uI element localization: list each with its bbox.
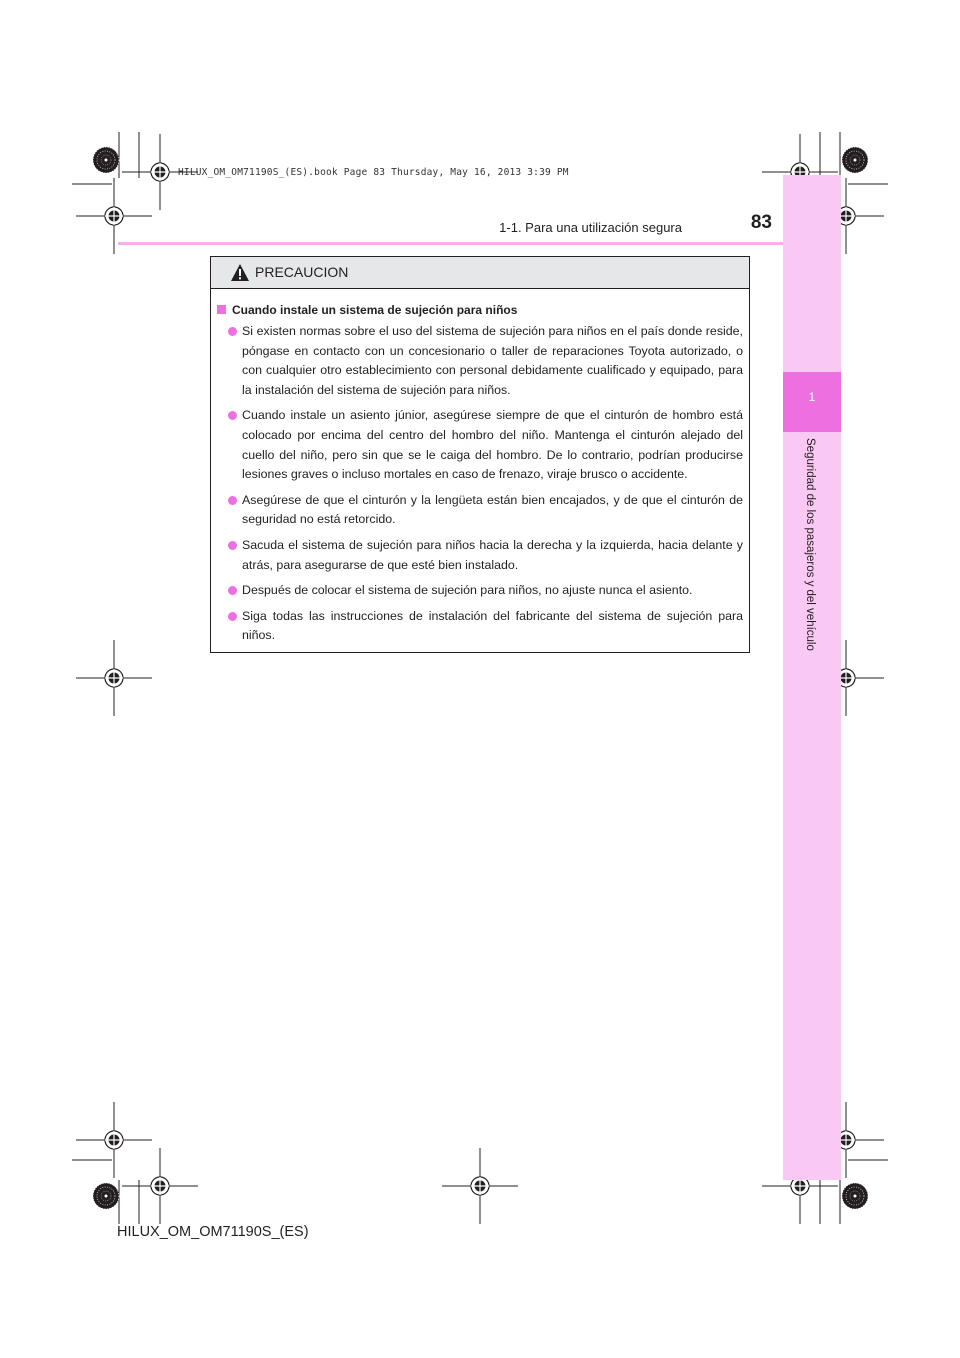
page-number: 83 xyxy=(750,212,772,233)
print-slug: HILUX_OM_OM71190S_(ES).book Page 83 Thursday, May 16, 2013 3:39 PM xyxy=(178,167,569,178)
list-item xyxy=(217,607,743,646)
round-bullet-icon xyxy=(228,541,237,550)
round-bullet-icon xyxy=(228,496,237,505)
caution-list xyxy=(217,322,743,646)
list-item xyxy=(217,491,743,530)
round-bullet-icon xyxy=(228,327,237,336)
caution-subheading xyxy=(217,301,743,319)
round-bullet-icon xyxy=(228,411,237,420)
header-rule xyxy=(118,242,783,245)
warning-icon xyxy=(230,263,250,282)
section-title: 1-1. Para una utilización segura xyxy=(499,220,682,235)
round-bullet-icon xyxy=(228,612,237,621)
list-item-text: Después de colocar el sistema de sujeción para niños, no ajuste nunca el asiento. xyxy=(242,583,693,598)
list-item xyxy=(217,581,743,601)
caution-body xyxy=(211,289,749,646)
round-bullet-icon xyxy=(228,586,237,595)
caution-box xyxy=(210,256,750,653)
list-item-text: Cuando instale un asiento júnior, asegúrese siempre de que el cinturón de hombro está colocado por encima del centro del hombro del niño. Mantenga el cinturón alejado del cuello del niño, pero sin que se le caiga del hombro. De lo contrario, podrían producirse lesiones graves o incluso mortales en caso de frenazo, viraje brusco o accidente. xyxy=(242,408,743,482)
caution-header xyxy=(211,257,749,289)
list-item-text: Asegúrese de que el cinturón y la lengüeta están bien encajados, y de que el cinturón de seguridad no está retorcido. xyxy=(242,492,743,527)
chapter-title: Seguridad de los pasajeros y del vehículo xyxy=(804,438,816,651)
list-item-text: Sacuda el sistema de sujeción para niños hacia la derecha y la izquierda, hacia delante y atrás, para asegurarse de que esté bien instalado. xyxy=(242,537,743,572)
chapter-number: 1 xyxy=(808,390,816,404)
list-item xyxy=(217,536,743,575)
list-item-text: Si existen normas sobre el uso del sistema de sujeción para niños en el país donde reside, póngase en contacto con un concesionario o taller de reparaciones Toyota autorizado, o con cualquier otro establecimiento con personal debidamente cualificado y equipado, para la instalación del sistema de sujeción para niños. xyxy=(242,324,743,397)
list-item xyxy=(217,322,743,400)
list-item xyxy=(217,406,743,484)
caution-title: PRECAUCION xyxy=(255,264,349,280)
list-item-text: Siga todas las instrucciones de instalación del fabricante del sistema de sujeción para niños. xyxy=(242,608,743,643)
manual-code: HILUX_OM_OM71190S_(ES) xyxy=(117,1224,309,1240)
square-bullet-icon xyxy=(217,305,226,314)
caution-subheading-text: Cuando instale un sistema de sujeción para niños xyxy=(232,303,518,317)
